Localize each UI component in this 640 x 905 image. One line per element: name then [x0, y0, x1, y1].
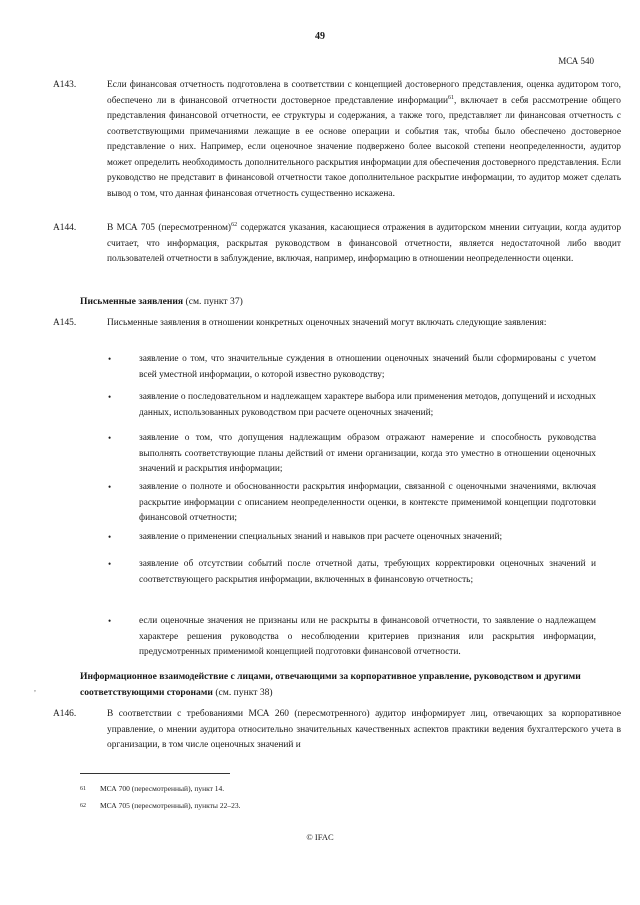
- margin-mark: ,: [34, 684, 36, 693]
- bullet-text: заявление об отсутствии событий после отчетной даты, требующих корректировки оценочных значений и соответствующего раскрытия информации, включенных в финансовую отчетность;: [139, 559, 596, 585]
- paragraph-text: В соответствии с требованиями МСА 260 (пересмотренного) аудитор информирует лиц, отвечающих за корпоративное управление, о мнении аудитора относительно значительных качественных аспектов практики ведения бухгалтерского учета в организации, в том числе оценочных значений и: [107, 709, 621, 750]
- footnote-ref: 61: [448, 94, 455, 101]
- paragraph-text: Письменные заявления в отношении конкретных оценочных значений могут включать следующие заявления:: [107, 318, 547, 328]
- footnote-61: [80, 784, 224, 794]
- bullet-icon: •: [108, 392, 112, 402]
- heading-written-representations: [80, 294, 594, 310]
- paragraph-text-cont: содержатся указания, касающиеся отражения в аудиторском мнении ситуации, когда аудитор считает, что информация, раскрытая руководством в финансовой отчетности, является недостаточной либо вводит пользователей отчетности в заблуждение, включая, например, информацию в отношении неопределенности оценки.: [107, 223, 622, 264]
- footnote-text: МСА 700 (пересмотренный), пункт 14.: [100, 784, 225, 793]
- bullet-icon: •: [108, 532, 112, 542]
- paragraph-text: В МСА 705 (пересмотренном): [107, 223, 232, 233]
- bullet-text: если оценочные значения не признаны или не раскрыты в финансовой отчетности, то заявление о надлежащем характере решения руководства о несоблюдении критериев признания или раскрытия информации, предусмотренных применимой концепцией подготовки финансовой отчетности.: [139, 616, 596, 657]
- heading-ref: (см. пункт 38): [212, 686, 273, 698]
- footnote-divider: [80, 773, 230, 774]
- paragraph-number: A145.: [53, 318, 77, 328]
- heading-governance-communication: [80, 669, 594, 700]
- paragraph-a143: [53, 78, 621, 202]
- paragraph-number: A146.: [53, 709, 77, 719]
- heading-ref: (см. пункт 37): [183, 296, 243, 307]
- heading-bold: Письменные заявления: [80, 296, 184, 307]
- paragraph-a145: [53, 316, 621, 332]
- heading-bold: Информационное взаимодействие с лицами, отвечающими за корпоративное управление, руководством и другими соответствующими сторонами: [80, 671, 581, 698]
- page-number: 49: [315, 31, 325, 42]
- bullet-item: [108, 352, 596, 383]
- footnote-ref: 62: [231, 221, 238, 228]
- paragraph-a146: [53, 707, 621, 754]
- bullet-text: заявление о том, что допущения надлежащим образом отражают намерение и способность руководства выполнять соответствующие планы действий от имени организации, когда это уместно в отношении оценочных значений и раскрытия информации;: [139, 433, 596, 474]
- bullet-text: заявление о полноте и обоснованности раскрытия информации, связанной с оценочными значениями, включая раскрытие информации с описанием неопределенности оценки, в контексте применимой концепции подготовки финансовой отчетности;: [139, 482, 596, 523]
- paragraph-a144: [53, 221, 622, 268]
- footnote-62: [80, 801, 240, 811]
- bullet-item: [108, 557, 596, 588]
- bullet-icon: •: [108, 433, 112, 443]
- bullet-item: [108, 530, 596, 546]
- running-head: МСА 540: [558, 56, 594, 66]
- page-footer: © IFAC: [306, 832, 334, 842]
- footnote-number: 61: [80, 786, 86, 792]
- footnote-number: 62: [80, 803, 86, 809]
- bullet-icon: •: [108, 482, 112, 492]
- bullet-text: заявление о последовательном и надлежащем характере выбора или применения методов, допущений и исходных данных, использованных руководством при расчете оценочных значений;: [139, 392, 596, 418]
- bullet-item: [108, 614, 596, 661]
- paragraph-number: A143.: [53, 80, 77, 90]
- bullet-icon: •: [108, 616, 112, 626]
- bullet-item: [108, 480, 596, 527]
- bullet-text: заявление о применении специальных знаний и навыков при расчете оценочных значений;: [139, 532, 503, 542]
- bullet-icon: •: [108, 354, 112, 364]
- bullet-item: [108, 431, 596, 478]
- bullet-icon: •: [108, 559, 112, 569]
- bullet-item: [108, 390, 596, 421]
- bullet-text: заявление о том, что значительные суждения в отношении оценочных значений были сформированы с учетом всей уместной информации, о которой известно руководству;: [139, 354, 596, 380]
- paragraph-text-cont: , включает в себя рассмотрение общего представления финансовой отчетности, ее структуры и содержания, а также того, представляет ли финансовая отчетность с соответствующими примечаниями лежащие в ее основе операции и события так, чтобы было обеспечено достоверное представление о них. Например, если оценочное значение подвержено более высокой степени неопределенности, аудитор может определить необходимость дополнительного раскрытия информации для обеспечения достоверного представления. Если руководство не представит в финансовой отчетности такое дополнительное раскрытие информации, то аудитор может сделать вывод о том, что данная финансовая отчетность существенно искажена.: [107, 95, 621, 199]
- paragraph-number: A144.: [53, 223, 77, 233]
- footnote-text: МСА 705 (пересмотренный), пункты 22–23.: [100, 801, 241, 810]
- paragraph-text: Если финансовая отчетность подготовлена в соответствии с концепцией достоверного представления, оценка аудитором того, обеспечено ли в финансовой отчетности достоверное представление информации: [107, 80, 621, 106]
